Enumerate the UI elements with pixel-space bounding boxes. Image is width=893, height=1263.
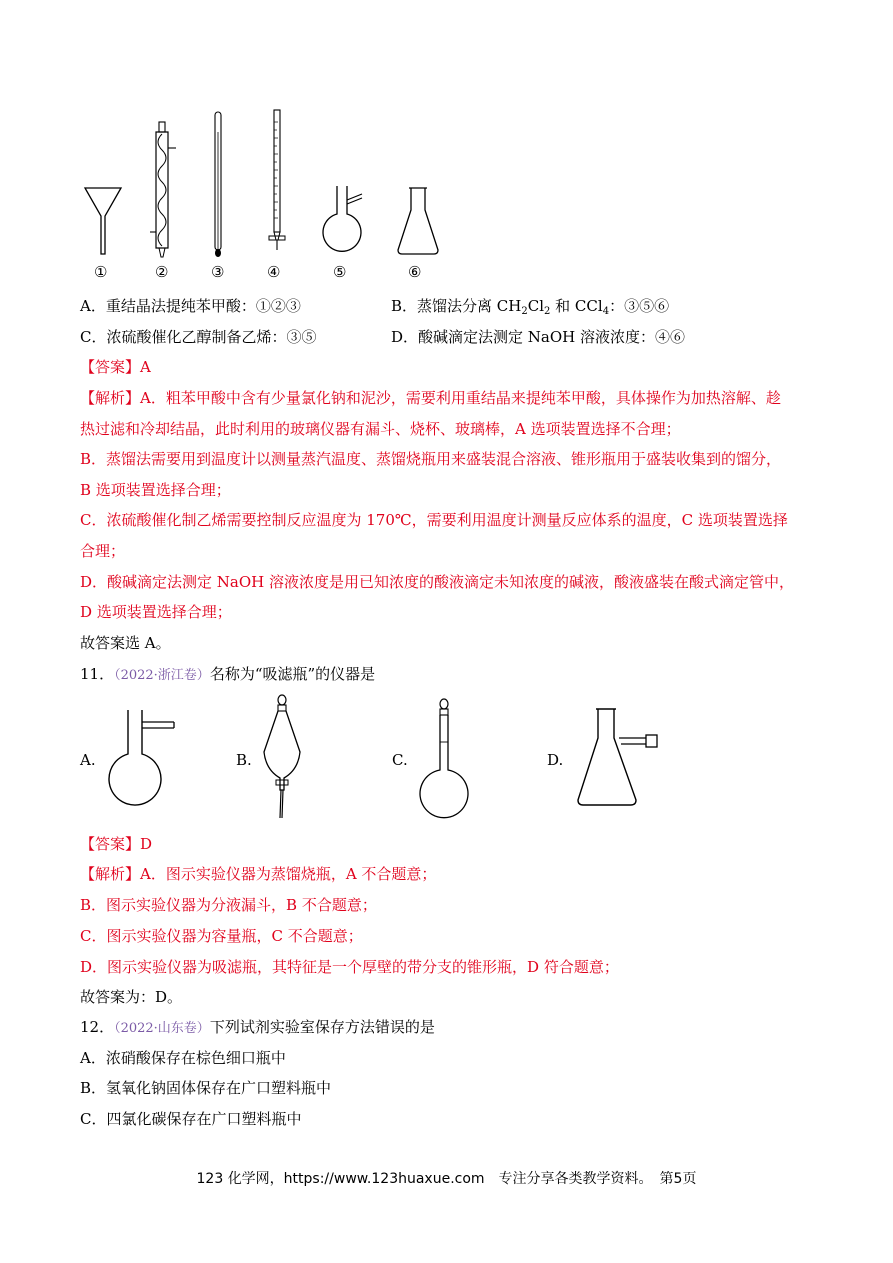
q12-source: （2022·山东卷） [114, 1021, 210, 1036]
q11-separatory-funnel-drawing [262, 694, 302, 820]
apparatus-label-3: ③ [211, 263, 225, 281]
q12-option-c: C．四氯化碳保存在广口塑料瓶中 [80, 1110, 302, 1128]
q12-option-a: A．浓硝酸保存在棕色细口瓶中 [80, 1049, 286, 1067]
burette-drawing [266, 110, 290, 258]
thermometer-drawing [210, 112, 226, 258]
q12-text: 下列试剂实验室保存方法错误的是 [209, 1018, 435, 1036]
q11-option-a-label: A. [80, 751, 96, 769]
apparatus-label-1: ① [94, 263, 108, 281]
page-footer: 123 化学网，https://www.123huaxue.com 专注分享各类教学资料。 第5页 [196, 1171, 697, 1187]
distillation-flask-drawing [320, 186, 366, 256]
q11-option-c-label: C. [392, 751, 408, 769]
q11-analysis-line-4: D．图示实验仪器为吸滤瓶，其特征是一个厚壁的带分支的锥形瓶，D 符合题意； [80, 958, 619, 976]
q11-volumetric-flask-drawing [418, 698, 470, 820]
q11-conclusion: 故答案为：D。 [80, 988, 183, 1006]
q10-analysis-line-2: 热过滤和冷却结晶，此时利用的玻璃仪器有漏斗、烧杯、玻璃棒，A 选项装置选择不合理； [80, 420, 681, 438]
q10-option-d: D．酸碱滴定法测定 NaOH 溶液浓度：④⑥ [391, 328, 686, 346]
condenser-drawing [150, 122, 180, 258]
q11-analysis-line-2: B．图示实验仪器为分液漏斗，B 不合题意； [80, 896, 377, 914]
funnel-drawing [84, 186, 124, 256]
q12-option-b: B．氢氧化钠固体保存在广口塑料瓶中 [80, 1079, 332, 1097]
q11-analysis-line-1: 【解析】A．图示实验仪器为蒸馏烧瓶，A 不合题意； [80, 865, 437, 883]
q11-text: 名称为“吸滤瓶”的仪器是 [209, 665, 376, 683]
q12-stem [80, 1017, 435, 1039]
q10-answer: 【答案】A [80, 358, 151, 376]
q10-analysis-line-7: D．酸碱滴定法测定 NaOH 溶液浓度是用已知浓度的酸液滴定未知浓度的碱液，酸液盛装在酸式滴定管中， [80, 573, 795, 591]
q12-number: 12． [80, 1018, 115, 1036]
q11-source: （2022·浙江卷） [114, 668, 210, 683]
apparatus-label-4: ④ [267, 263, 281, 281]
q10-analysis-line-6: 合理； [80, 542, 126, 560]
q10-analysis-line-1: 【解析】A．粗苯甲酸中含有少量氯化钠和泥沙，需要利用重结晶来提纯苯甲酸，具体操作为加热溶解、趁 [80, 389, 781, 407]
q10-analysis-line-4: B 选项装置选择合理； [80, 481, 231, 499]
q11-answer: 【答案】D [80, 835, 153, 853]
q10-conclusion: 故答案选 A。 [80, 634, 171, 652]
q11-number: 11． [80, 665, 115, 683]
erlenmeyer-flask-drawing [396, 188, 440, 256]
q10-option-b: B．蒸馏法分离 $CH_2Cl_2$ 和 CCl$_4$：③⑤⑥ [391, 297, 670, 317]
apparatus-label-2: ② [155, 263, 169, 281]
q10-analysis-line-3: B．蒸馏法需要用到温度计以测量蒸汽温度、蒸馏烧瓶用来盛装混合溶液、锥形瓶用于盛装收集到的馏分， [80, 450, 782, 468]
q11-option-d-label: D. [547, 751, 564, 769]
q10-analysis-line-5: C．浓硫酸催化制乙烯需要控制反应温度为 170℃，需要利用温度计测量反应体系的温度，C 选项装置选择 [80, 511, 788, 529]
q10-analysis-line-8: D 选项装置选择合理； [80, 603, 232, 621]
q11-suction-flask-drawing [576, 708, 662, 808]
q11-option-b-label: B. [236, 751, 252, 769]
q11-analysis-line-3: C．图示实验仪器为容量瓶，C 不合题意； [80, 927, 363, 945]
apparatus-label-5: ⑤ [333, 263, 347, 281]
q10-option-a: A．重结晶法提纯苯甲酸：①②③ [80, 297, 301, 315]
q10-option-c: C．浓硫酸催化乙醇制备乙烯：③⑤ [80, 328, 317, 346]
q11-distillation-flask-drawing [108, 710, 178, 808]
apparatus-label-6: ⑥ [408, 263, 422, 281]
q11-stem [80, 664, 375, 686]
